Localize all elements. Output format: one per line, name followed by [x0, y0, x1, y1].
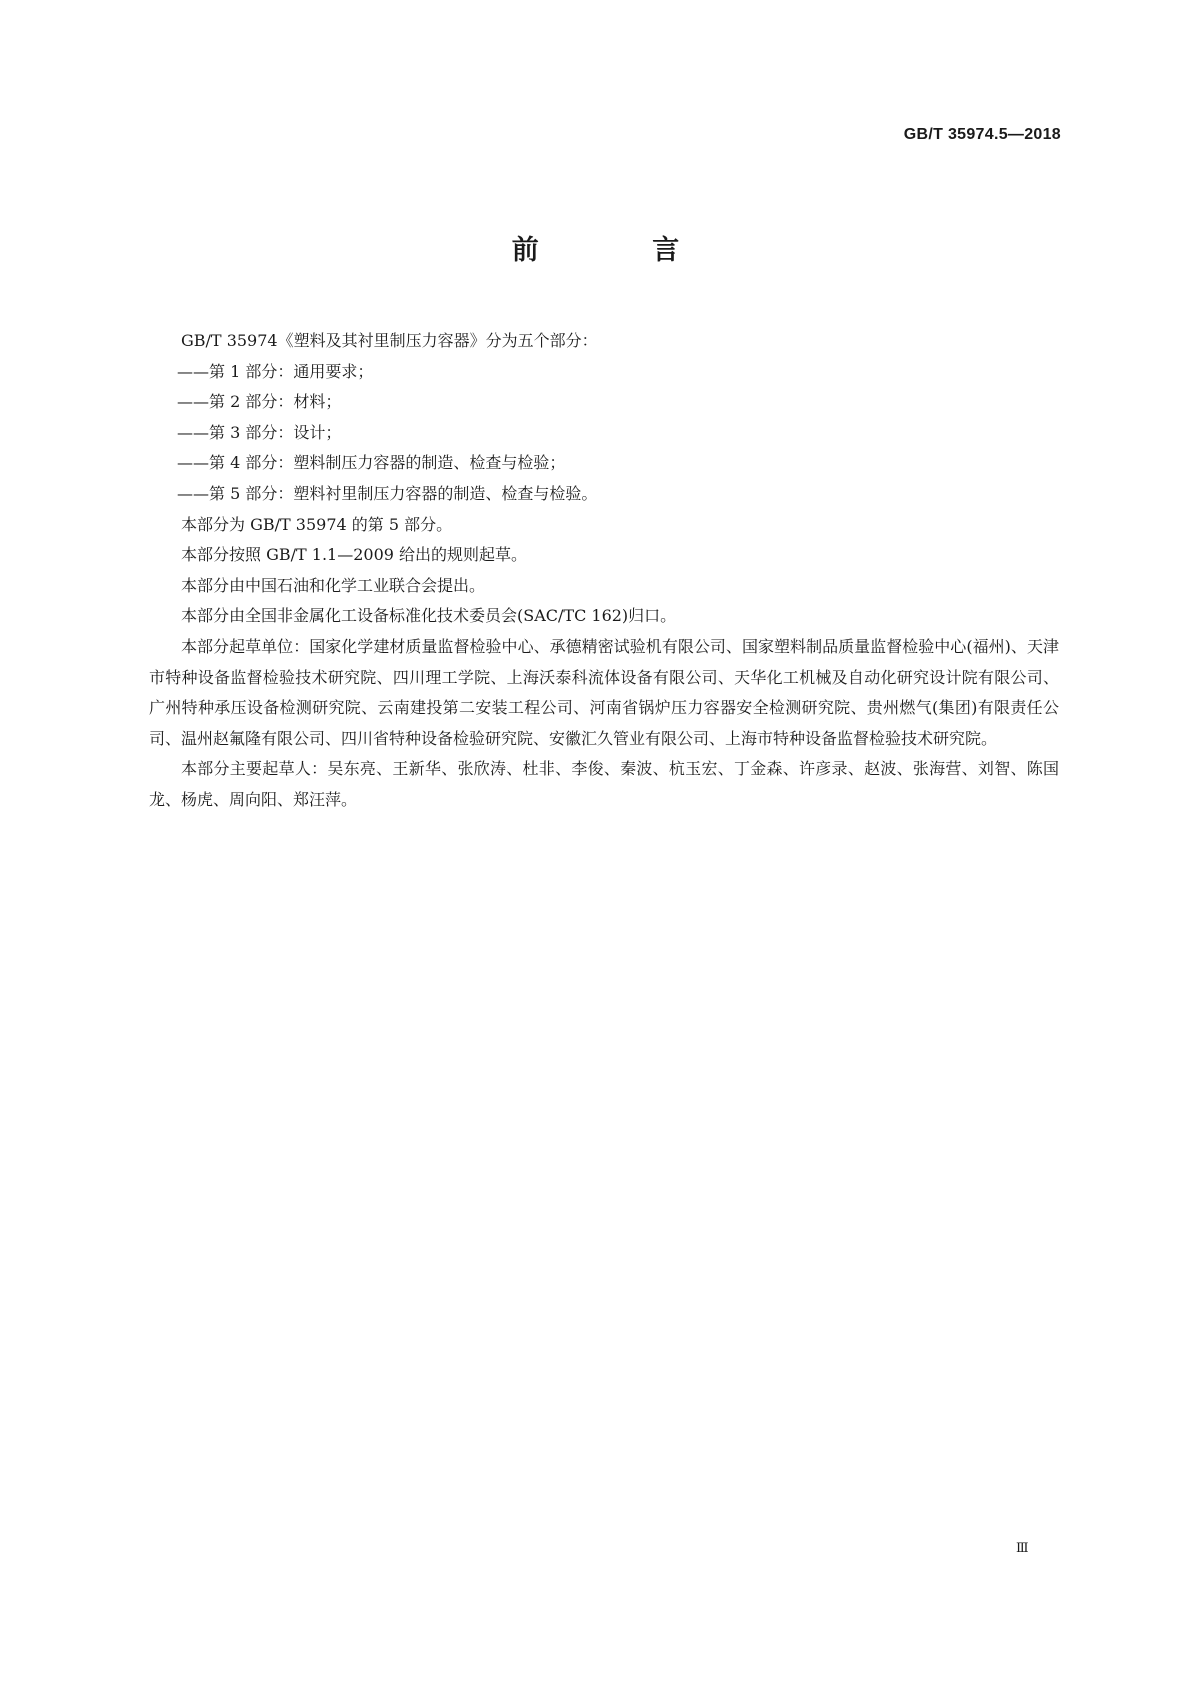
proposed-by-paragraph: 本部分由中国石油和化学工业联合会提出。 — [181, 575, 486, 595]
foreword-body — [149, 326, 1059, 816]
page-number: Ⅲ — [1016, 1541, 1029, 1556]
page-title: 前 言 — [511, 235, 732, 266]
intro-paragraph: GB/T 35974《塑料及其衬里制压力容器》分为五个部分： — [181, 331, 598, 350]
part-list-item: ——第 2 部分：材料； — [177, 392, 342, 412]
part-list-item: ——第 5 部分：塑料衬里制压力容器的制造、检查与检验。 — [177, 483, 598, 503]
drafting-rules-paragraph: 本部分按照 GB/T 1.1—2009 给出的规则起草。 — [181, 545, 528, 565]
centralized-by-paragraph: 本部分由全国非金属化工设备标准化技术委员会(SAC/TC 162)归口。 — [181, 606, 677, 626]
this-part-paragraph: 本部分为 GB/T 35974 的第 5 部分。 — [181, 514, 453, 534]
main-drafters-paragraph: 本部分主要起草人：吴东亮、王新华、张欣涛、杜非、李俊、秦波、杭玉宏、丁金森、许彦录、赵波、张海营、刘智、陈国龙、杨虎、周向阳、郑汪萍。 — [149, 759, 1059, 809]
standard-number: GB/T 35974.5—2018 — [903, 126, 1061, 143]
drafting-units-paragraph: 本部分起草单位：国家化学建材质量监督检验中心、承德精密试验机有限公司、国家塑料制品质量监督检验中心(福州)、天津市特种设备监督检验技术研究院、四川理工学院、上海沃泰科流体设备有限公司、天华化工机械及自动化研究设计院有限公司、广州特种承压设备检测研究院、云南建投第二安装工程公司、河南省锅炉压力容器安全检测研究院、贵州燃气(集团)有限责任公司、温州赵氟隆有限公司、四川省特种设备检验研究院、安徽汇久管业有限公司、上海市特种设备监督检验技术研究院。 — [149, 636, 1059, 748]
part-list-item: ——第 4 部分：塑料制压力容器的制造、检查与检验； — [177, 453, 566, 473]
part-list-item: ——第 3 部分：设计； — [177, 422, 342, 442]
part-list-item: ——第 1 部分：通用要求； — [177, 361, 374, 381]
